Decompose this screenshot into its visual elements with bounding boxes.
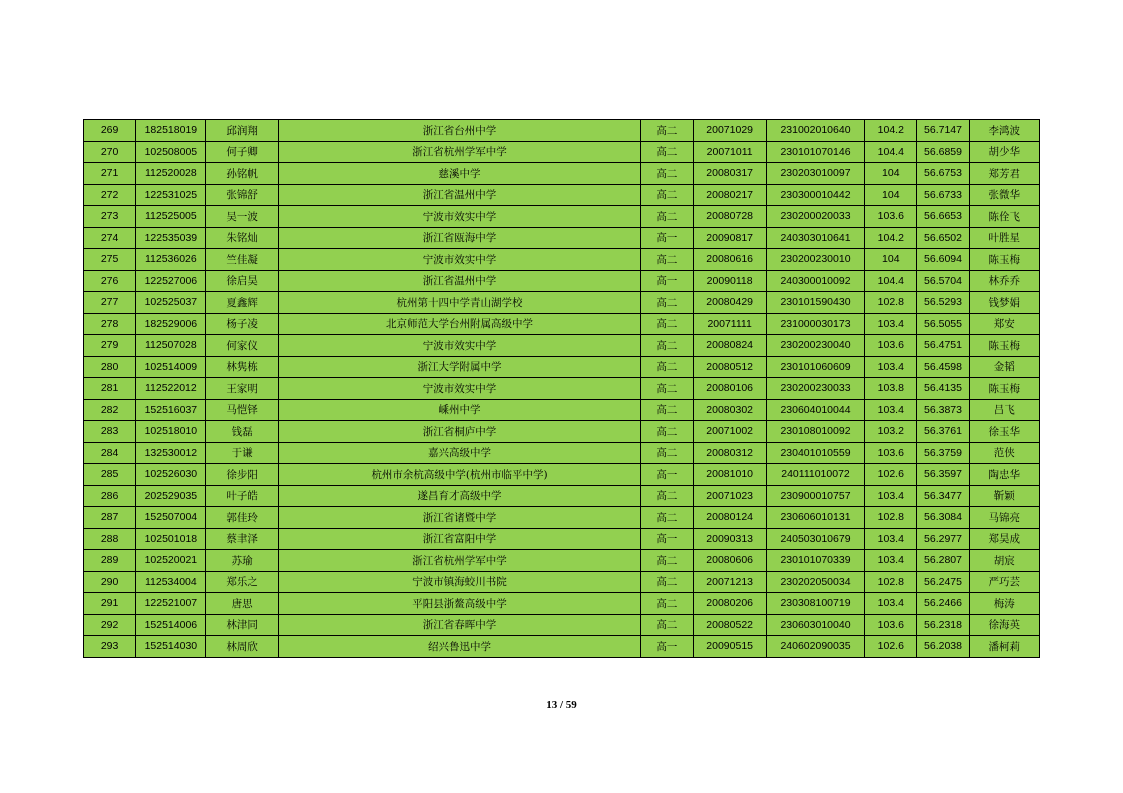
grade-cell: 高二 [641,249,693,271]
coach-cell: 林乔乔 [969,270,1039,292]
id-cell: 112534004 [136,571,206,593]
grade-cell: 高一 [641,464,693,486]
total-score-cell: 56.4598 [917,356,969,378]
table-row [84,636,1040,658]
score-cell: 103.8 [865,378,917,400]
rank-cell: 282 [84,399,136,421]
rank-cell: 269 [84,120,136,142]
grade-cell: 高二 [641,614,693,636]
id-cell: 122521007 [136,593,206,615]
table-row [84,442,1040,464]
birthdate-cell: 20090118 [693,270,766,292]
score-cell: 104 [865,163,917,185]
score-cell: 104.2 [865,227,917,249]
table-row [84,141,1040,163]
code-cell: 230101070146 [766,141,864,163]
table-row [84,614,1040,636]
school-cell: 宁波市镇海蛟川书院 [278,571,641,593]
name-cell: 钱磊 [206,421,278,443]
rank-cell: 293 [84,636,136,658]
grade-cell: 高一 [641,528,693,550]
rank-cell: 291 [84,593,136,615]
id-cell: 102508005 [136,141,206,163]
name-cell: 林津同 [206,614,278,636]
name-cell: 邱润翔 [206,120,278,142]
id-cell: 122531025 [136,184,206,206]
grade-cell: 高二 [641,335,693,357]
birthdate-cell: 20080522 [693,614,766,636]
table-row [84,593,1040,615]
grade-cell: 高二 [641,571,693,593]
birthdate-cell: 20080606 [693,550,766,572]
code-cell: 231002010640 [766,120,864,142]
score-cell: 103.2 [865,421,917,443]
grade-cell: 高二 [641,399,693,421]
coach-cell: 钱梦娟 [969,292,1039,314]
total-score-cell: 56.3759 [917,442,969,464]
rank-cell: 287 [84,507,136,529]
score-cell: 103.4 [865,593,917,615]
id-cell: 112507028 [136,335,206,357]
grade-cell: 高一 [641,227,693,249]
rank-cell: 280 [84,356,136,378]
grade-cell: 高一 [641,270,693,292]
name-cell: 孙铭帆 [206,163,278,185]
id-cell: 182529006 [136,313,206,335]
table-row [84,378,1040,400]
coach-cell: 梅涛 [969,593,1039,615]
id-cell: 112536026 [136,249,206,271]
table-row [84,485,1040,507]
school-cell: 浙江省温州中学 [278,184,641,206]
birthdate-cell: 20090817 [693,227,766,249]
school-cell: 宁波市效实中学 [278,335,641,357]
grade-cell: 高二 [641,593,693,615]
table-row [84,120,1040,142]
total-score-cell: 56.2475 [917,571,969,593]
school-cell: 遂昌育才高级中学 [278,485,641,507]
grade-cell: 高二 [641,120,693,142]
rank-cell: 286 [84,485,136,507]
coach-cell: 胡宸 [969,550,1039,572]
rank-cell: 279 [84,335,136,357]
id-cell: 102526030 [136,464,206,486]
table-row [84,184,1040,206]
coach-cell: 马锦亮 [969,507,1039,529]
score-cell: 103.6 [865,335,917,357]
coach-cell: 叶胜星 [969,227,1039,249]
rank-cell: 288 [84,528,136,550]
school-cell: 嘉兴高级中学 [278,442,641,464]
school-cell: 平阳县浙鳌高级中学 [278,593,641,615]
code-cell: 240111010072 [766,464,864,486]
code-cell: 230203010097 [766,163,864,185]
score-cell: 104.2 [865,120,917,142]
total-score-cell: 56.5704 [917,270,969,292]
total-score-cell: 56.3597 [917,464,969,486]
code-cell: 230308100719 [766,593,864,615]
coach-cell: 郑芳君 [969,163,1039,185]
code-cell: 230603010040 [766,614,864,636]
birthdate-cell: 20080106 [693,378,766,400]
total-score-cell: 56.2038 [917,636,969,658]
score-cell: 104.4 [865,270,917,292]
coach-cell: 徐玉华 [969,421,1039,443]
birthdate-cell: 20071029 [693,120,766,142]
birthdate-cell: 20080728 [693,206,766,228]
rank-cell: 289 [84,550,136,572]
rank-cell: 270 [84,141,136,163]
grade-cell: 高二 [641,313,693,335]
school-cell: 浙江省诸暨中学 [278,507,641,529]
code-cell: 230101060609 [766,356,864,378]
table-row [84,421,1040,443]
rank-cell: 273 [84,206,136,228]
id-cell: 152514030 [136,636,206,658]
id-cell: 122535039 [136,227,206,249]
grade-cell: 高二 [641,292,693,314]
birthdate-cell: 20080824 [693,335,766,357]
birthdate-cell: 20071002 [693,421,766,443]
coach-cell: 胡少华 [969,141,1039,163]
school-cell: 浙江省杭州学军中学 [278,141,641,163]
name-cell: 徐启昊 [206,270,278,292]
total-score-cell: 56.6733 [917,184,969,206]
score-cell: 103.4 [865,528,917,550]
rank-cell: 281 [84,378,136,400]
code-cell: 240602090035 [766,636,864,658]
coach-cell: 陈玉梅 [969,378,1039,400]
total-score-cell: 56.3761 [917,421,969,443]
birthdate-cell: 20080302 [693,399,766,421]
score-cell: 102.6 [865,636,917,658]
total-score-cell: 56.3084 [917,507,969,529]
score-cell: 104.4 [865,141,917,163]
name-cell: 马恺铎 [206,399,278,421]
name-cell: 于谦 [206,442,278,464]
name-cell: 竺佳凝 [206,249,278,271]
score-cell: 103.4 [865,485,917,507]
coach-cell: 潘柯莉 [969,636,1039,658]
school-cell: 浙江省桐庐中学 [278,421,641,443]
code-cell: 230200230033 [766,378,864,400]
table-row [84,292,1040,314]
coach-cell: 靳颖 [969,485,1039,507]
table-row [84,227,1040,249]
score-cell: 102.8 [865,507,917,529]
score-cell: 102.8 [865,292,917,314]
coach-cell: 金韬 [969,356,1039,378]
id-cell: 112520028 [136,163,206,185]
name-cell: 叶子皓 [206,485,278,507]
name-cell: 徐步阳 [206,464,278,486]
code-cell: 230900010757 [766,485,864,507]
school-cell: 宁波市效实中学 [278,206,641,228]
score-cell: 102.8 [865,571,917,593]
school-cell: 嵊州中学 [278,399,641,421]
name-cell: 林周欣 [206,636,278,658]
id-cell: 112525005 [136,206,206,228]
grade-cell: 高二 [641,507,693,529]
score-cell: 102.6 [865,464,917,486]
school-cell: 浙江省温州中学 [278,270,641,292]
coach-cell: 李鸿波 [969,120,1039,142]
school-cell: 慈溪中学 [278,163,641,185]
code-cell: 230604010044 [766,399,864,421]
table-row [84,571,1040,593]
coach-cell: 陈玉梅 [969,335,1039,357]
school-cell: 浙江省杭州学军中学 [278,550,641,572]
school-cell: 杭州第十四中学青山湖学校 [278,292,641,314]
birthdate-cell: 20090515 [693,636,766,658]
rank-cell: 272 [84,184,136,206]
table-row [84,206,1040,228]
rank-cell: 276 [84,270,136,292]
table-row [84,249,1040,271]
table-row [84,313,1040,335]
total-score-cell: 56.2466 [917,593,969,615]
total-score-cell: 56.2807 [917,550,969,572]
code-cell: 230300010442 [766,184,864,206]
code-cell: 230108010092 [766,421,864,443]
name-cell: 何家仪 [206,335,278,357]
code-cell: 230200230010 [766,249,864,271]
table-row [84,356,1040,378]
coach-cell: 陶忠华 [969,464,1039,486]
grade-cell: 高二 [641,378,693,400]
score-cell: 103.6 [865,614,917,636]
school-cell: 浙江省瓯海中学 [278,227,641,249]
score-cell: 104 [865,184,917,206]
name-cell: 王家明 [206,378,278,400]
id-cell: 202529035 [136,485,206,507]
rank-cell: 278 [84,313,136,335]
school-cell: 杭州市余杭高级中学(杭州市临平中学) [278,464,641,486]
name-cell: 林隽栋 [206,356,278,378]
total-score-cell: 56.6753 [917,163,969,185]
coach-cell: 陈佺飞 [969,206,1039,228]
coach-cell: 张微华 [969,184,1039,206]
table-row [84,528,1040,550]
birthdate-cell: 20080217 [693,184,766,206]
table-row [84,399,1040,421]
score-cell: 103.4 [865,313,917,335]
grade-cell: 高二 [641,163,693,185]
school-cell: 浙江省富阳中学 [278,528,641,550]
id-cell: 112522012 [136,378,206,400]
name-cell: 朱铭灿 [206,227,278,249]
total-score-cell: 56.4135 [917,378,969,400]
table-row [84,507,1040,529]
coach-cell: 严巧芸 [969,571,1039,593]
id-cell: 102518010 [136,421,206,443]
grade-cell: 高二 [641,184,693,206]
name-cell: 苏瑜 [206,550,278,572]
birthdate-cell: 20071213 [693,571,766,593]
total-score-cell: 56.6653 [917,206,969,228]
id-cell: 122527006 [136,270,206,292]
coach-cell: 郑安 [969,313,1039,335]
code-cell: 230401010559 [766,442,864,464]
school-cell: 浙江大学附属中学 [278,356,641,378]
total-score-cell: 56.4751 [917,335,969,357]
table-body [84,120,1040,658]
total-score-cell: 56.3873 [917,399,969,421]
birthdate-cell: 20071111 [693,313,766,335]
code-cell: 231000030173 [766,313,864,335]
birthdate-cell: 20081010 [693,464,766,486]
table-row [84,270,1040,292]
grade-cell: 高二 [641,550,693,572]
birthdate-cell: 20071011 [693,141,766,163]
school-cell: 绍兴鲁迅中学 [278,636,641,658]
name-cell: 夏鑫辉 [206,292,278,314]
school-cell: 浙江省台州中学 [278,120,641,142]
table-row [84,550,1040,572]
table-row [84,163,1040,185]
total-score-cell: 56.3477 [917,485,969,507]
total-score-cell: 56.2977 [917,528,969,550]
birthdate-cell: 20090313 [693,528,766,550]
birthdate-cell: 20080512 [693,356,766,378]
code-cell: 230101070339 [766,550,864,572]
id-cell: 152514006 [136,614,206,636]
grade-cell: 高二 [641,442,693,464]
rank-cell: 290 [84,571,136,593]
birthdate-cell: 20080206 [693,593,766,615]
table-row [84,335,1040,357]
score-cell: 103.6 [865,442,917,464]
id-cell: 152507004 [136,507,206,529]
score-cell: 103.4 [865,399,917,421]
school-cell: 北京师范大学台州附属高级中学 [278,313,641,335]
code-cell: 230101590430 [766,292,864,314]
rank-cell: 285 [84,464,136,486]
name-cell: 杨子凌 [206,313,278,335]
coach-cell: 徐海英 [969,614,1039,636]
name-cell: 吴一波 [206,206,278,228]
birthdate-cell: 20080616 [693,249,766,271]
score-cell: 103.4 [865,550,917,572]
code-cell: 230606010131 [766,507,864,529]
code-cell: 230200230040 [766,335,864,357]
id-cell: 182518019 [136,120,206,142]
name-cell: 郑乐之 [206,571,278,593]
id-cell: 102501018 [136,528,206,550]
total-score-cell: 56.5055 [917,313,969,335]
rank-cell: 275 [84,249,136,271]
score-cell: 104 [865,249,917,271]
name-cell: 张锦舒 [206,184,278,206]
grade-cell: 高一 [641,636,693,658]
birthdate-cell: 20080312 [693,442,766,464]
total-score-cell: 56.7147 [917,120,969,142]
code-cell: 240303010641 [766,227,864,249]
birthdate-cell: 20071023 [693,485,766,507]
grade-cell: 高二 [641,485,693,507]
id-cell: 132530012 [136,442,206,464]
id-cell: 152516037 [136,399,206,421]
school-cell: 浙江省春晖中学 [278,614,641,636]
page-number: 13 / 59 [546,699,577,711]
total-score-cell: 56.6859 [917,141,969,163]
grade-cell: 高二 [641,356,693,378]
coach-cell: 郑昊成 [969,528,1039,550]
total-score-cell: 56.2318 [917,614,969,636]
rank-cell: 274 [84,227,136,249]
name-cell: 郭佳玲 [206,507,278,529]
id-cell: 102520021 [136,550,206,572]
code-cell: 230200020033 [766,206,864,228]
rank-cell: 271 [84,163,136,185]
name-cell: 唐思 [206,593,278,615]
rank-cell: 292 [84,614,136,636]
coach-cell: 范侠 [969,442,1039,464]
total-score-cell: 56.6094 [917,249,969,271]
rank-cell: 284 [84,442,136,464]
school-cell: 宁波市效实中学 [278,249,641,271]
id-cell: 102525037 [136,292,206,314]
id-cell: 102514009 [136,356,206,378]
coach-cell: 陈玉梅 [969,249,1039,271]
code-cell: 240300010092 [766,270,864,292]
coach-cell: 吕飞 [969,399,1039,421]
total-score-cell: 56.6502 [917,227,969,249]
grade-cell: 高二 [641,206,693,228]
school-cell: 宁波市效实中学 [278,378,641,400]
code-cell: 230202050034 [766,571,864,593]
rank-cell: 277 [84,292,136,314]
score-cell: 103.4 [865,356,917,378]
name-cell: 蔡聿泽 [206,528,278,550]
table-row [84,464,1040,486]
birthdate-cell: 20080317 [693,163,766,185]
rank-cell: 283 [84,421,136,443]
score-cell: 103.6 [865,206,917,228]
grade-cell: 高二 [641,421,693,443]
birthdate-cell: 20080429 [693,292,766,314]
name-cell: 何子卿 [206,141,278,163]
results-table [83,119,1040,658]
total-score-cell: 56.5293 [917,292,969,314]
code-cell: 240503010679 [766,528,864,550]
birthdate-cell: 20080124 [693,507,766,529]
grade-cell: 高二 [641,141,693,163]
